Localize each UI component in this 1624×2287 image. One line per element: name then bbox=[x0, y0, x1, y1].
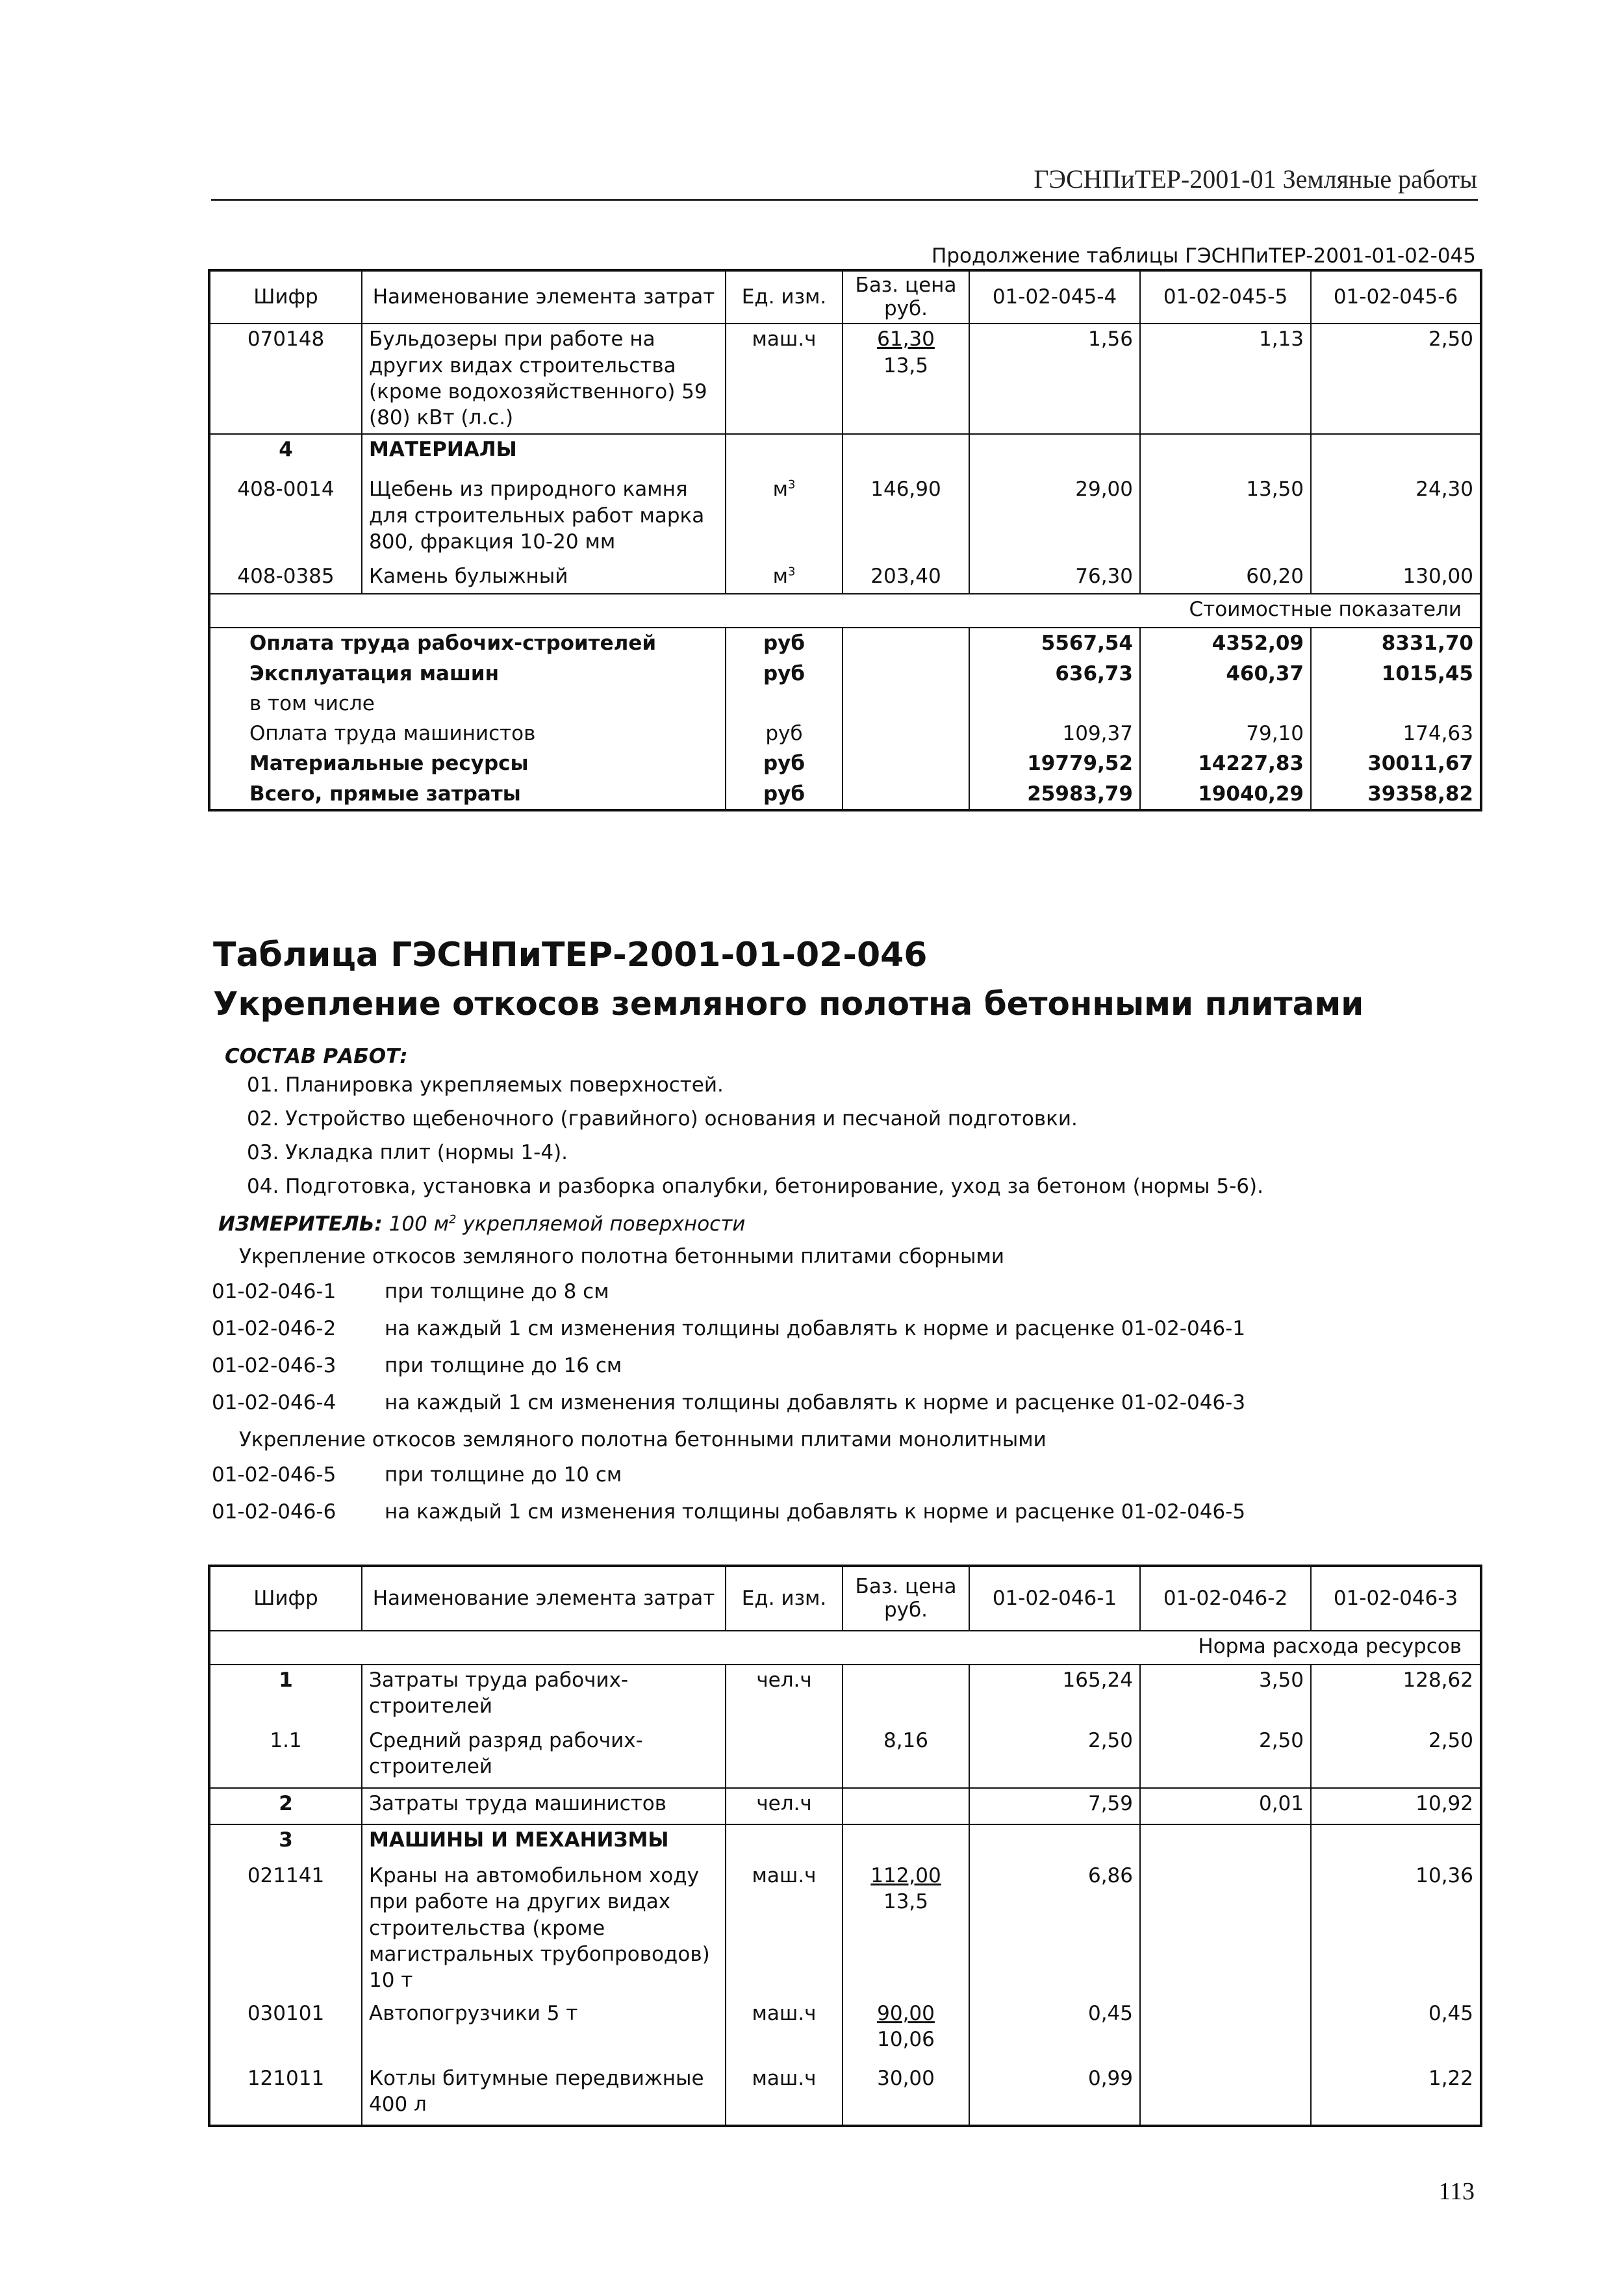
summary-unit: руб bbox=[726, 659, 843, 689]
cell-code: 1.1 bbox=[209, 1726, 362, 1788]
cell-price: 146,90 bbox=[843, 474, 969, 561]
cell-name: Камень булыжный bbox=[362, 561, 726, 594]
summary-unit: руб bbox=[726, 748, 843, 778]
table-header-row bbox=[209, 1566, 1481, 1631]
cell-code: 121011 bbox=[209, 2063, 362, 2126]
page-number: 113 bbox=[1438, 2178, 1475, 2205]
summary-value: 25983,79 bbox=[969, 779, 1140, 810]
cell-code: 408-0385 bbox=[209, 561, 362, 594]
table-1-caption: Продолжение таблицы ГЭСНПиТЕР-2001-01-02-045 bbox=[932, 244, 1476, 268]
col-header-name: Наименование элемента затрат bbox=[362, 270, 726, 324]
section-label: Норма расхода ресурсов bbox=[209, 1631, 1481, 1665]
price-fraction-bottom: 13,5 bbox=[883, 1890, 928, 1914]
cell-value: 1,22 bbox=[1311, 2063, 1481, 2126]
cell-value bbox=[1140, 1861, 1311, 1999]
cell-name: Затраты труда рабочих-строителей bbox=[362, 1665, 726, 1726]
cell-code: 021141 bbox=[209, 1861, 362, 1999]
cell-value: 130,00 bbox=[1311, 561, 1481, 594]
norm-item: 01-02-046-2 на каждый 1 см изменения толщины добавлять к норме и расценке 01-02-046-1 bbox=[212, 1317, 1246, 1340]
table-row bbox=[209, 1824, 1481, 1861]
work-item: 02. Устройство щебеночного (гравийного) основания и песчаной подготовки. bbox=[247, 1107, 1078, 1131]
summary-value: 39358,82 bbox=[1311, 779, 1481, 810]
cell-code: 2 bbox=[209, 1788, 362, 1824]
col-header-norm-1: 01-02-045-4 bbox=[969, 270, 1140, 324]
col-header-code: Шифр bbox=[209, 270, 362, 324]
col-header-unit: Ед. изм. bbox=[726, 1566, 843, 1631]
table-row bbox=[209, 561, 1481, 594]
cell-unit: маш.ч bbox=[726, 324, 843, 434]
cell-value: 0,01 bbox=[1140, 1788, 1311, 1824]
table-row bbox=[209, 2063, 1481, 2126]
work-composition-label: СОСТАВ РАБОТ: bbox=[225, 1045, 408, 1068]
summary-value: 19779,52 bbox=[969, 748, 1140, 778]
cell-price: 30,00 bbox=[843, 2063, 969, 2126]
summary-unit: руб bbox=[726, 779, 843, 810]
col-header-name: Наименование элемента затрат bbox=[362, 1566, 726, 1631]
summary-value: 30011,67 bbox=[1311, 748, 1481, 778]
summary-value: 5567,54 bbox=[969, 628, 1140, 658]
cell-unit: маш.ч bbox=[726, 2063, 843, 2126]
col-header-code: Шифр bbox=[209, 1566, 362, 1631]
cell-code: 408-0014 bbox=[209, 474, 362, 561]
norm-group-title: Укрепление откосов земляного полотна бетонными плитами монолитными bbox=[239, 1428, 1047, 1451]
summary-value: 19040,29 bbox=[1140, 779, 1311, 810]
table-row bbox=[209, 434, 1481, 474]
table-2-subtitle: Укрепление откосов земляного полотна бетонными плитами bbox=[213, 985, 1364, 1023]
cell-price bbox=[843, 324, 969, 434]
cell-value bbox=[1140, 1999, 1311, 2063]
cell-value: 2,50 bbox=[1311, 1726, 1481, 1788]
summary-value: 174,63 bbox=[1311, 719, 1481, 748]
col-header-norm-3: 01-02-045-6 bbox=[1311, 270, 1481, 324]
summary-name: Оплата труда машинистов bbox=[209, 719, 726, 748]
work-list bbox=[247, 1073, 1263, 1208]
col-header-norm-1: 01-02-046-1 bbox=[969, 1566, 1140, 1631]
cell-name: Затраты труда машинистов bbox=[362, 1788, 726, 1824]
col-header-norm-2: 01-02-045-5 bbox=[1140, 270, 1311, 324]
cell-code: 3 bbox=[209, 1824, 362, 1861]
summary-name: Эксплуатация машин bbox=[209, 659, 726, 689]
col-header-price: Баз. цена руб. bbox=[843, 270, 969, 324]
summary-value: 14227,83 bbox=[1140, 748, 1311, 778]
price-fraction-top: 90,00 bbox=[877, 2002, 935, 2025]
cell-value: 3,50 bbox=[1140, 1665, 1311, 1726]
cell-unit bbox=[726, 1726, 843, 1788]
cell-value: 29,00 bbox=[969, 474, 1140, 561]
cell-price bbox=[843, 1665, 969, 1726]
cell-value: 1,56 bbox=[969, 324, 1140, 434]
summary-row bbox=[209, 628, 1481, 658]
summary-value: 79,10 bbox=[1140, 719, 1311, 748]
cell-code: 1 bbox=[209, 1665, 362, 1726]
cell-name: Щебень из природного камня для строительных работ марка 800, фракция 10-20 мм bbox=[362, 474, 726, 561]
summary-row bbox=[209, 719, 1481, 748]
norms-list bbox=[212, 1245, 1245, 1537]
section-label-row bbox=[209, 1631, 1481, 1665]
summary-unit: руб bbox=[726, 628, 843, 658]
cell-unit: $м^3$ bbox=[726, 474, 843, 561]
meter-value: 100 м bbox=[388, 1212, 450, 1236]
table-row bbox=[209, 1726, 1481, 1788]
section-label-row bbox=[209, 594, 1481, 628]
table-row bbox=[209, 324, 1481, 434]
table-1-grid bbox=[208, 269, 1482, 811]
section-label: Стоимостные показатели bbox=[209, 594, 1481, 628]
table-row bbox=[209, 1788, 1481, 1824]
col-header-unit: Ед. изм. bbox=[726, 270, 843, 324]
meter-line: ИЗМЕРИТЕЛЬ: 100 $м^2$ укрепляемой поверхности bbox=[218, 1212, 746, 1236]
work-item: 04. Подготовка, установка и разборка опалубки, бетонирование, уход за бетоном (нормы 5-6). bbox=[247, 1175, 1263, 1198]
price-fraction-top: 61,30 bbox=[877, 327, 935, 351]
cell-value: 0,45 bbox=[1311, 1999, 1481, 2063]
summary-row bbox=[209, 659, 1481, 689]
cell-value: 7,59 bbox=[969, 1788, 1140, 1824]
cell-code: 070148 bbox=[209, 324, 362, 434]
cell-code: 4 bbox=[209, 434, 362, 474]
cell-value bbox=[1140, 2063, 1311, 2126]
cell-name: Автопогрузчики 5 т bbox=[362, 1999, 726, 2063]
price-fraction-top: 112,00 bbox=[870, 1864, 941, 1887]
cell-value: 0,99 bbox=[969, 2063, 1140, 2126]
cell-value: 13,50 bbox=[1140, 474, 1311, 561]
col-header-price: Баз. цена руб. bbox=[843, 1566, 969, 1631]
cell-price bbox=[843, 1999, 969, 2063]
table-row bbox=[209, 1861, 1481, 1999]
table-1 bbox=[208, 244, 1480, 811]
cell-unit: $м^3$ bbox=[726, 561, 843, 594]
summary-value: 636,73 bbox=[969, 659, 1140, 689]
cell-value: 0,45 bbox=[969, 1999, 1140, 2063]
cell-value: 128,62 bbox=[1311, 1665, 1481, 1726]
table-header-row bbox=[209, 270, 1481, 324]
norm-item: 01-02-046-3 при толщине до 16 см bbox=[212, 1354, 622, 1377]
cell-value: 76,30 bbox=[969, 561, 1140, 594]
header-rule bbox=[211, 199, 1478, 201]
norm-item: 01-02-046-6 на каждый 1 см изменения толщины добавлять к норме и расценке 01-02-046-5 bbox=[212, 1500, 1246, 1524]
summary-name: Оплата труда рабочих-строителей bbox=[209, 628, 726, 658]
cell-value: 165,24 bbox=[969, 1665, 1140, 1726]
cell-name: Котлы битумные передвижные 400 л bbox=[362, 2063, 726, 2126]
cell-unit: чел.ч bbox=[726, 1665, 843, 1726]
summary-name: Материальные ресурсы bbox=[209, 748, 726, 778]
summary-value: 1015,45 bbox=[1311, 659, 1481, 689]
summary-row bbox=[209, 748, 1481, 778]
cell-section-name: МАТЕРИАЛЫ bbox=[362, 434, 726, 474]
cell-value: 60,20 bbox=[1140, 561, 1311, 594]
cell-code: 030101 bbox=[209, 1999, 362, 2063]
cell-value: 1,13 bbox=[1140, 324, 1311, 434]
cell-value: 2,50 bbox=[969, 1726, 1140, 1788]
price-fraction-bottom: 13,5 bbox=[883, 353, 929, 377]
table-2-title: Таблица ГЭСНПиТЕР-2001-01-02-046 bbox=[213, 936, 928, 975]
cell-value: 2,50 bbox=[1311, 324, 1481, 434]
cell-value: 10,92 bbox=[1311, 1788, 1481, 1824]
cell-name: Бульдозеры при работе на других видах строительства (кроме водохозяйственного) 59 (80) кВт (л.с.) bbox=[362, 324, 726, 434]
cell-price bbox=[843, 1788, 969, 1824]
cell-value: 10,36 bbox=[1311, 1861, 1481, 1999]
col-header-norm-2: 01-02-046-2 bbox=[1140, 1566, 1311, 1631]
summary-value: 460,37 bbox=[1140, 659, 1311, 689]
summary-value: 4352,09 bbox=[1140, 628, 1311, 658]
summary-value: 8331,70 bbox=[1311, 628, 1481, 658]
cell-value: 24,30 bbox=[1311, 474, 1481, 561]
summary-row bbox=[209, 689, 1481, 719]
cell-name: Средний разряд рабочих-строителей bbox=[362, 1726, 726, 1788]
summary-row bbox=[209, 779, 1481, 810]
norm-item: 01-02-046-5 при толщине до 10 см bbox=[212, 1463, 622, 1487]
summary-unit: руб bbox=[726, 719, 843, 748]
table-row bbox=[209, 1999, 1481, 2063]
summary-value: 109,37 bbox=[969, 719, 1140, 748]
summary-name: Всего, прямые затраты bbox=[209, 779, 726, 810]
cell-name: Краны на автомобильном ходу при работе на других видах строительства (кроме магистральных трубопроводов) 10 т bbox=[362, 1861, 726, 1999]
price-fraction-bottom: 10,06 bbox=[877, 2028, 935, 2052]
table-2-grid bbox=[208, 1565, 1482, 2127]
cell-unit: маш.ч bbox=[726, 1999, 843, 2063]
work-item: 03. Укладка плит (нормы 1-4). bbox=[247, 1141, 568, 1164]
cell-value: 6,86 bbox=[969, 1861, 1140, 1999]
cell-value: 2,50 bbox=[1140, 1726, 1311, 1788]
table-2 bbox=[208, 1565, 1480, 2127]
running-header: ГЭСНПиТЕР-2001-01 Земляные работы bbox=[1034, 164, 1477, 194]
cell-price: 8,16 bbox=[843, 1726, 969, 1788]
norm-item: 01-02-046-1 при толщине до 8 см bbox=[212, 1280, 609, 1303]
cell-section-name: МАШИНЫ И МЕХАНИЗМЫ bbox=[362, 1824, 726, 1861]
cell-unit: маш.ч bbox=[726, 1861, 843, 1999]
cell-unit: чел.ч bbox=[726, 1788, 843, 1824]
norm-item: 01-02-046-4 на каждый 1 см изменения толщины добавлять к норме и расценке 01-02-046-3 bbox=[212, 1391, 1246, 1414]
col-header-norm-3: 01-02-046-3 bbox=[1311, 1566, 1481, 1631]
norm-group-title: Укрепление откосов земляного полотна бетонными плитами сборными bbox=[239, 1245, 1005, 1268]
work-item: 01. Планировка укрепляемых поверхностей. bbox=[247, 1073, 724, 1097]
table-row bbox=[209, 474, 1481, 561]
table-row bbox=[209, 1665, 1481, 1726]
meter-label: ИЗМЕРИТЕЛЬ: bbox=[218, 1212, 383, 1236]
cell-price: 203,40 bbox=[843, 561, 969, 594]
cell-price bbox=[843, 1861, 969, 1999]
summary-name: в том числе bbox=[209, 689, 726, 719]
